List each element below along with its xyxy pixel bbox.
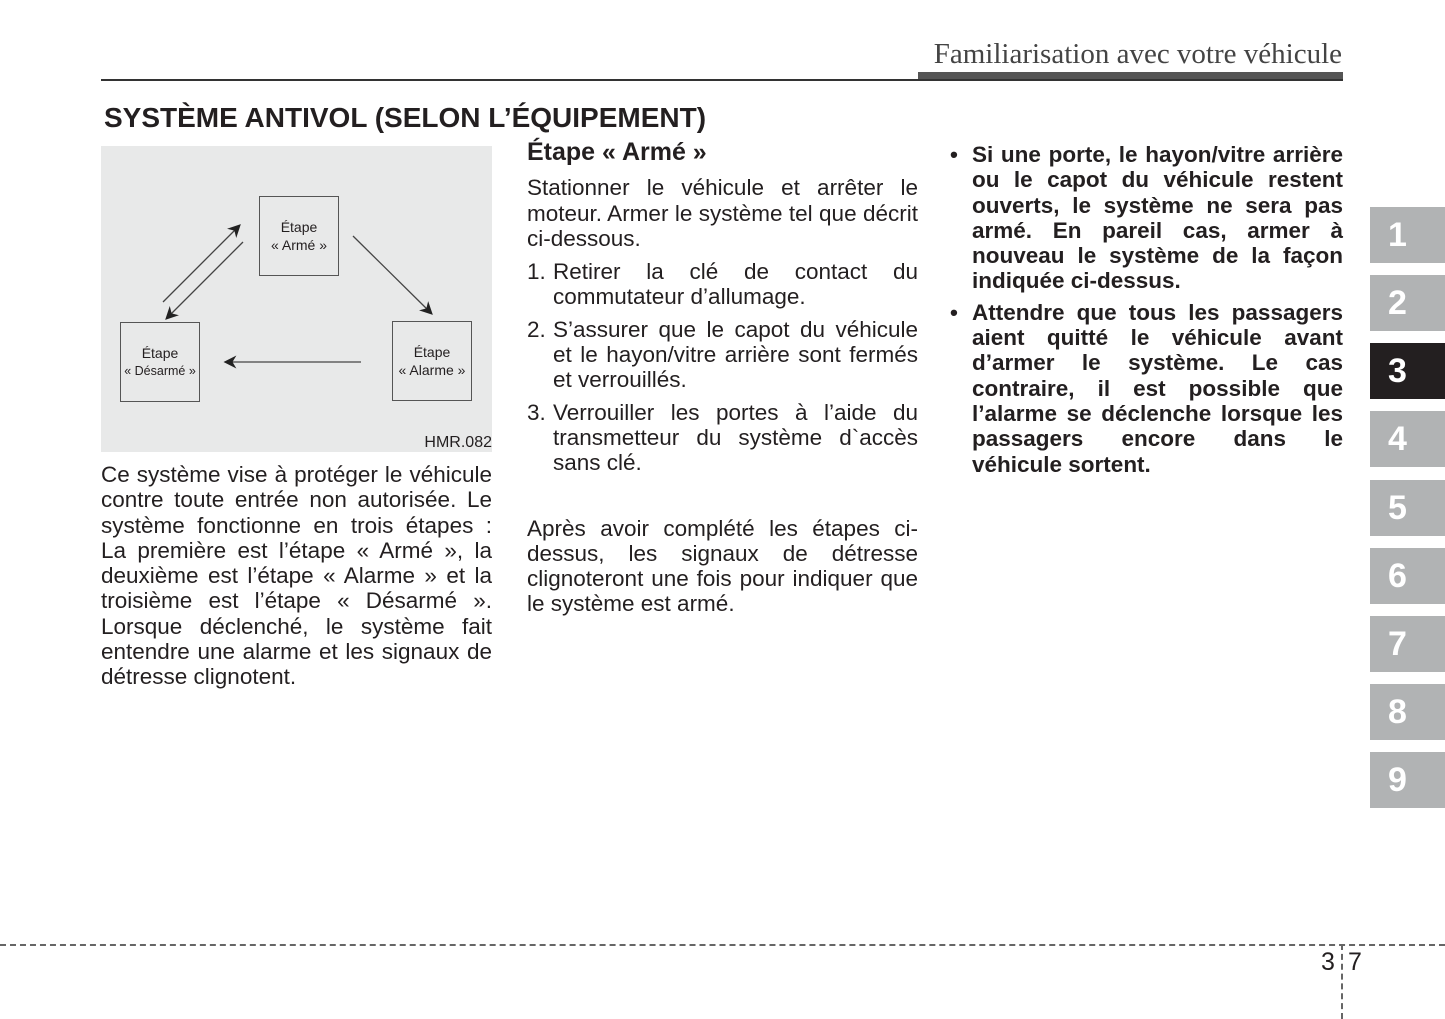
bullet-text: Attendre que tous les passagers aient quitté le véhicule avant d’armer le système. Le cas contraire, il est possible que l’alarme se déclenche lorsque les passagers encore dans le véhicule sortent. <box>972 299 1343 477</box>
footer-rule <box>0 944 1445 946</box>
state-name: « Alarme » <box>398 362 466 378</box>
column-1 <box>101 462 492 690</box>
page-number: 7 <box>1348 948 1362 976</box>
arrow-arme-to-alarme <box>353 236 431 313</box>
state-label: Étape <box>141 345 179 361</box>
intro-text: Stationner le véhicule et arrêter le moteur. Armer le système tel que décrit ci-dessous. <box>527 175 918 251</box>
after-text: Après avoir complété les étapes ci-dessus, les signaux de détresse clignoteront une fois pour indiquer que le système est armé. <box>527 515 918 617</box>
chapter-tab-7[interactable]: 7 <box>1370 616 1445 672</box>
arrow-desarme-to-arme <box>163 226 239 302</box>
chapter-tab-8[interactable]: 8 <box>1370 684 1445 740</box>
footer-divider <box>1341 944 1343 1019</box>
running-header: Familiarisation avec votre véhicule <box>933 38 1342 70</box>
step-number: 1. <box>527 259 546 285</box>
state-name: « Armé » <box>270 237 328 253</box>
bullet-icon: • <box>950 142 958 167</box>
state-label: Étape <box>280 219 318 235</box>
warning-bullet <box>950 142 1343 294</box>
state-name: « Désarmé » <box>124 364 196 378</box>
state-box-desarme <box>120 322 200 402</box>
column-2 <box>527 140 918 617</box>
list-item <box>527 317 918 393</box>
state-label: Étape <box>413 344 451 360</box>
chapter-number: 3 <box>1321 948 1335 976</box>
figure-code: HMR.082 <box>424 434 492 451</box>
warning-bullet <box>950 300 1343 477</box>
state-box-arme <box>259 196 339 276</box>
chapter-tab-9[interactable]: 9 <box>1370 752 1445 808</box>
arrow-arme-to-desarme <box>167 242 243 318</box>
chapter-tab-3[interactable]: 3 <box>1370 343 1445 399</box>
step-number: 2. <box>527 316 546 342</box>
header-rule <box>101 79 1343 81</box>
section-title: SYSTÈME ANTIVOL (SELON L’ÉQUIPEMENT) <box>104 102 707 133</box>
chapter-tab-6[interactable]: 6 <box>1370 548 1445 604</box>
steps-list <box>527 259 918 475</box>
step-number: 3. <box>527 399 546 425</box>
bullet-text: Si une porte, le hayon/vitre arrière ou le capot du véhicule restent ouverts, le système ne sera pas armé. En pareil cas, armer à nouveau le système de la façon indiquée ci-dessus. <box>972 142 1343 294</box>
step-text: Retirer la clé de contact du commutateur d’allumage. <box>553 259 918 310</box>
bullet-icon: • <box>950 299 958 325</box>
column-3 <box>950 142 1343 483</box>
state-diagram <box>101 146 492 452</box>
intro-paragraph: Ce système vise à protéger le véhicule contre toute entrée non autorisée. Le système fonctionne en trois étapes : La première est l’étape « Armé », la deuxième est l’étape « Alarme » et la troisième est l’étape « Désarmé ». Lorsque déclenché, le système fait entendre une alarme et les signaux de détresse clignotent. <box>101 462 492 690</box>
state-box-alarme <box>392 321 472 401</box>
diagram-arrows <box>101 146 492 452</box>
subsection-title: Étape « Armé » <box>527 138 707 166</box>
list-item <box>527 259 918 310</box>
list-item <box>527 400 918 476</box>
chapter-tab-2[interactable]: 2 <box>1370 275 1445 331</box>
chapter-tab-1[interactable]: 1 <box>1370 207 1445 263</box>
step-text: S’assurer que le capot du véhicule et le hayon/vitre arrière sont fermés et verrouillés. <box>553 316 918 393</box>
chapter-tab-5[interactable]: 5 <box>1370 480 1445 536</box>
chapter-tab-4[interactable]: 4 <box>1370 411 1445 467</box>
step-text: Verrouiller les portes à l’aide du transmetteur du système d`accès sans clé. <box>553 399 918 476</box>
